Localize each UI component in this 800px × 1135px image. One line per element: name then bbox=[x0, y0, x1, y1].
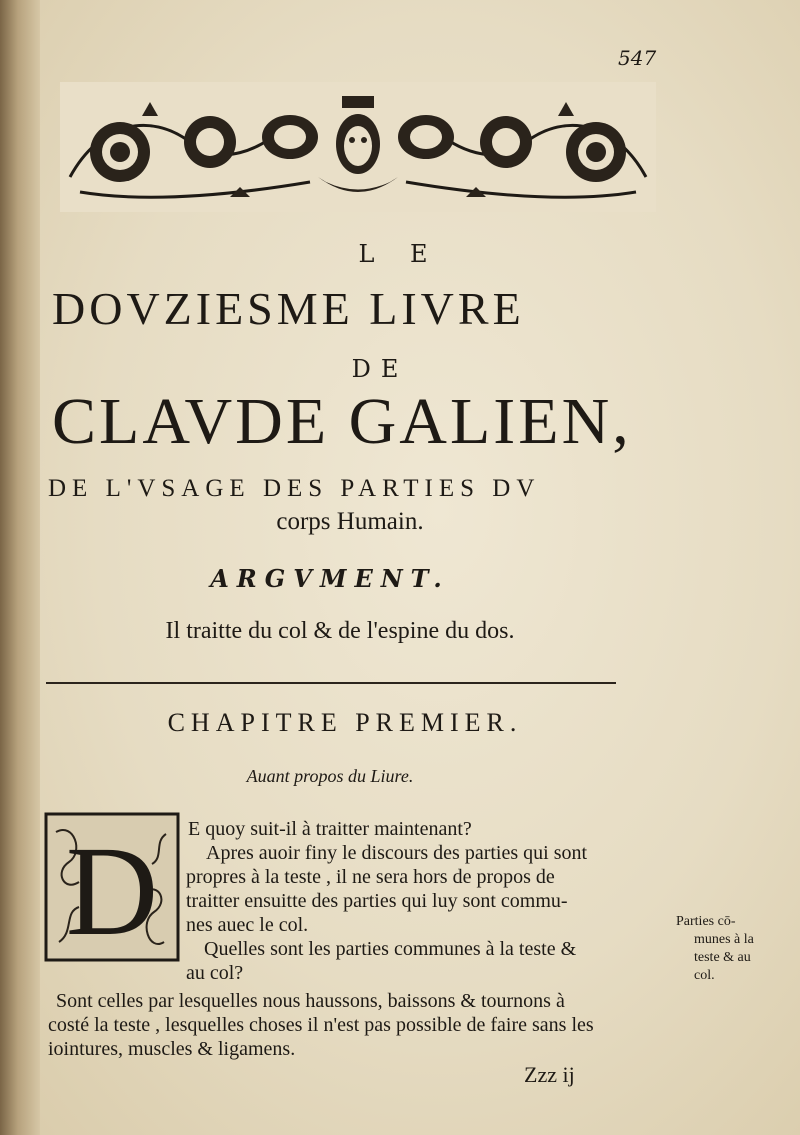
margin-note-line-4: col. bbox=[694, 968, 715, 983]
heading-line-1: DOVZIESME LIVRE bbox=[52, 283, 525, 334]
heading-de: DE bbox=[351, 355, 409, 383]
body-line-1: E quoy suit-il à traitter maintenant? bbox=[188, 818, 472, 840]
decorative-headpiece bbox=[60, 82, 656, 212]
body-line-10: iointures, muscles & ligamens. bbox=[48, 1038, 296, 1060]
drop-cap-ornament bbox=[44, 812, 180, 962]
body-line-2: Apres auoir finy le discours des parties qui sont bbox=[206, 842, 588, 864]
body-line-6: Quelles sont les parties communes à la teste & bbox=[204, 938, 577, 960]
body-line-9: costé la teste , lesquelles choses il n'est pas possible de faire sans les bbox=[48, 1014, 594, 1036]
signature-mark: Zzz ij bbox=[524, 1062, 575, 1087]
subtitle-line-2: corps Humain. bbox=[276, 508, 424, 535]
argument-heading: ARGVMENT. bbox=[210, 564, 450, 593]
margin-note-line-2: munes à la bbox=[694, 932, 754, 947]
body-line-8: Sont celles par lesquelles nous haussons, baissons & tournons à bbox=[56, 990, 565, 1012]
body-line-4: traitter ensuitte des parties qui luy sont commu- bbox=[186, 890, 568, 912]
heading-le: L E bbox=[358, 240, 442, 268]
section-rule bbox=[46, 682, 616, 684]
body-line-7: au col? bbox=[186, 962, 244, 984]
chapter-subtitle: Auant propos du Liure. bbox=[246, 766, 414, 786]
body-line-5: nes auec le col. bbox=[186, 914, 309, 936]
body-line-3: propres à la teste , il ne sera hors de propos de bbox=[186, 866, 555, 888]
page-number: 547 bbox=[618, 46, 657, 70]
margin-note-line-3: teste & au bbox=[694, 950, 751, 965]
subtitle-line-1: DE L'VSAGE DES PARTIES DV bbox=[48, 475, 541, 502]
chapter-title: CHAPITRE PREMIER. bbox=[167, 708, 523, 737]
argument-text: Il traitte du col & de l'espine du dos. bbox=[165, 618, 515, 644]
margin-note-line-1: Parties cō- bbox=[676, 914, 736, 929]
drop-cap-letter: D bbox=[65, 820, 159, 962]
heading-line-2: CLAVDE GALIEN, bbox=[52, 385, 632, 458]
